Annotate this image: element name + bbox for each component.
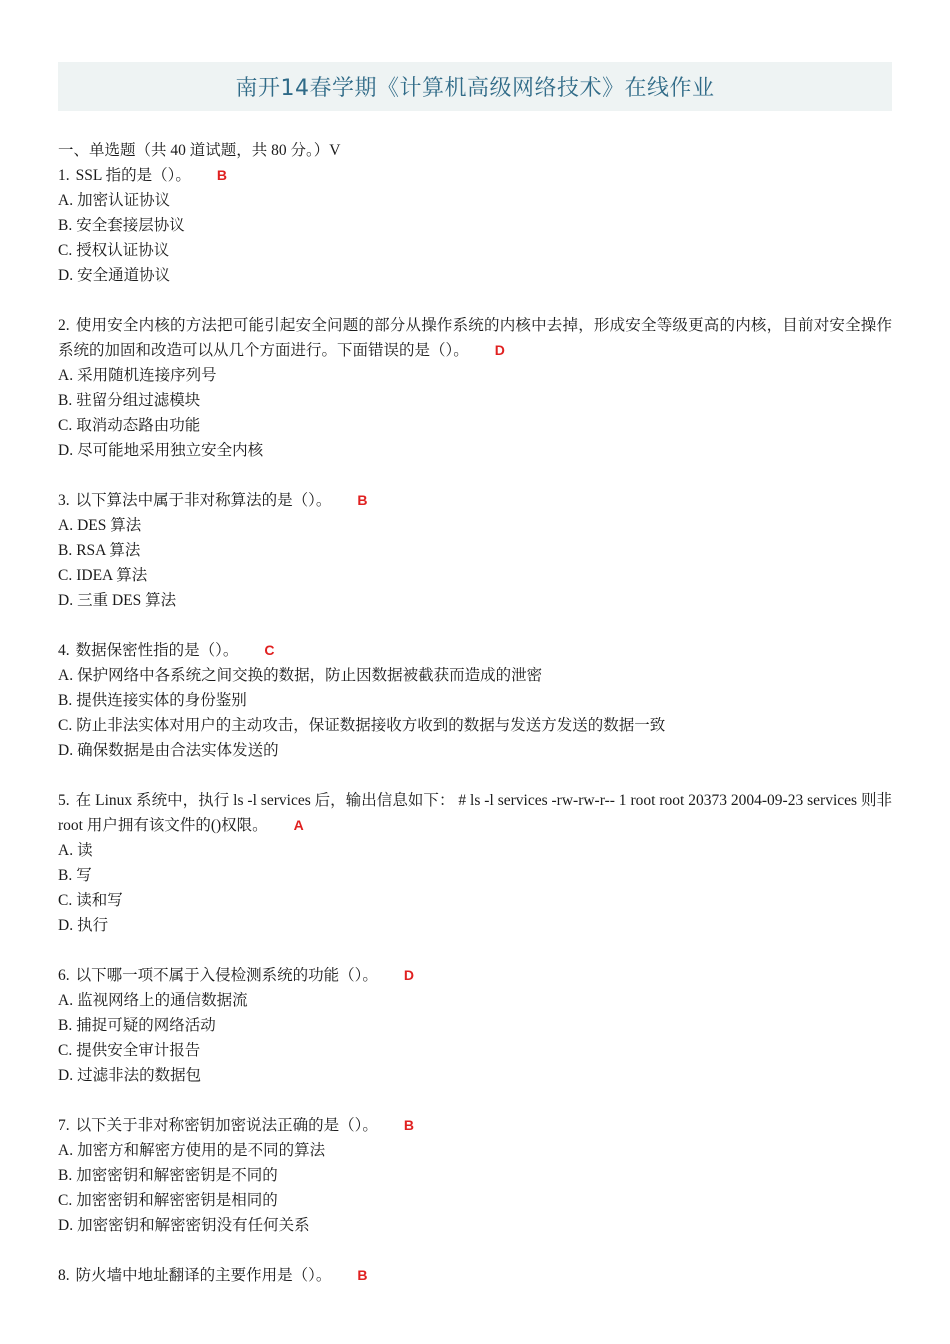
answer-option (58, 588, 892, 613)
question-text: 数据保密性指的是（）。 (75, 642, 239, 659)
option-text: 防止非法实体对用户的主动攻击，保证数据接收方收到的数据与发送方发送的数据一致 (76, 717, 666, 734)
answer-option (58, 1013, 892, 1038)
option-letter: B. (58, 392, 73, 409)
option-letter: B. (58, 1017, 73, 1034)
question-item (58, 963, 892, 1088)
option-text: IDEA 算法 (76, 567, 148, 584)
option-text: 提供连接实体的身份鉴别 (76, 692, 247, 709)
option-letter: D. (58, 592, 74, 609)
question-stem (58, 1113, 892, 1138)
question-stem (58, 1263, 892, 1288)
answer-key: C (264, 642, 275, 658)
option-text: 加密密钥和解密密钥是不同的 (76, 1167, 278, 1184)
question-number: 6. (58, 967, 70, 984)
option-letter: C. (58, 567, 73, 584)
option-text: DES 算法 (77, 517, 142, 534)
option-text: 加密认证协议 (77, 192, 171, 209)
option-letter: A. (58, 367, 74, 384)
option-text: 安全通道协议 (77, 267, 171, 284)
answer-option (58, 863, 892, 888)
option-letter: D. (58, 742, 74, 759)
answer-key: D (403, 967, 415, 983)
option-letter: A. (58, 842, 74, 859)
question-number: 7. (58, 1117, 70, 1134)
answer-option (58, 1163, 892, 1188)
option-text: 采用随机连接序列号 (77, 367, 217, 384)
option-text: 读和写 (76, 892, 123, 909)
option-text: 执行 (77, 917, 109, 934)
option-text: 确保数据是由合法实体发送的 (77, 742, 279, 759)
question-item (58, 638, 892, 763)
option-text: 过滤非法的数据包 (77, 1067, 202, 1084)
answer-option (58, 738, 892, 763)
question-item (58, 163, 892, 288)
option-text: 加密方和解密方使用的是不同的算法 (77, 1142, 326, 1159)
option-letter: B. (58, 1167, 73, 1184)
option-letter: B. (58, 217, 73, 234)
option-letter: A. (58, 517, 74, 534)
option-letter: C. (58, 892, 73, 909)
option-text: 保护网络中各系统之间交换的数据，防止因数据被截获而造成的泄密 (77, 667, 543, 684)
option-letter: B. (58, 542, 73, 559)
answer-option (58, 1138, 892, 1163)
answer-option (58, 1038, 892, 1063)
question-stem (58, 788, 892, 838)
option-letter: A. (58, 667, 74, 684)
option-text: 写 (76, 867, 92, 884)
section-heading: 一、单选题（共 40 道试题，共 80 分。）V (58, 142, 341, 159)
option-text: 监视网络上的通信数据流 (77, 992, 248, 1009)
answer-option (58, 1188, 892, 1213)
answer-key: D (494, 342, 505, 358)
option-text: 加密密钥和解密密钥没有任何关系 (77, 1217, 310, 1234)
option-text: RSA 算法 (76, 542, 141, 559)
question-item (58, 788, 892, 938)
answer-key: B (216, 167, 228, 183)
option-letter: C. (58, 1192, 73, 1209)
question-text: 在 Linux 系统中，执行 ls -l services 后，输出信息如下： # ls -l services -rw-rw-r-- 1 root root 20373 2004-09-23 services 则非 root 用户拥有该文件的()权限。 (58, 792, 892, 834)
question-text: 使用安全内核的方法把可能引起安全问题的部分从操作系统的内核中去掉，形成安全等级更高的内核，目前对安全操作系统的加固和改造可以从几个方面进行。下面错误的是（）。 (58, 317, 892, 359)
option-letter: D. (58, 442, 74, 459)
answer-option (58, 388, 892, 413)
answer-option (58, 688, 892, 713)
answer-option (58, 1213, 892, 1238)
answer-option (58, 188, 892, 213)
option-letter: D. (58, 1217, 74, 1234)
option-text: 三重 DES 算法 (77, 592, 177, 609)
question-text: 防火墙中地址翻译的主要作用是（）。 (75, 1267, 332, 1284)
question-text: 以下算法中属于非对称算法的是（）。 (75, 492, 332, 509)
option-letter: D. (58, 917, 74, 934)
option-letter: A. (58, 192, 74, 209)
option-letter: B. (58, 867, 73, 884)
question-stem (58, 163, 892, 188)
option-text: 尽可能地采用独立安全内核 (77, 442, 264, 459)
option-letter: C. (58, 417, 73, 434)
option-text: 提供安全审计报告 (76, 1042, 201, 1059)
answer-option (58, 838, 892, 863)
option-text: 捕捉可疑的网络活动 (76, 1017, 216, 1034)
answer-key: B (357, 1267, 368, 1283)
answer-option (58, 413, 892, 438)
answer-option (58, 538, 892, 563)
answer-option (58, 563, 892, 588)
answer-option (58, 213, 892, 238)
question-stem (58, 313, 892, 363)
question-item (58, 1113, 892, 1238)
option-letter: D. (58, 1067, 74, 1084)
option-text: 加密密钥和解密密钥是相同的 (76, 1192, 278, 1209)
question-number: 5. (58, 792, 70, 809)
option-letter: D. (58, 267, 74, 284)
question-text: 以下哪一项不属于入侵检测系统的功能（）。 (75, 967, 378, 984)
option-letter: C. (58, 242, 73, 259)
answer-option (58, 263, 892, 288)
question-list (58, 163, 892, 1288)
question-item (58, 313, 892, 463)
question-number: 8. (58, 1267, 70, 1284)
option-letter: A. (58, 992, 74, 1009)
question-text: SSL 指的是（）。 (75, 167, 191, 184)
answer-option (58, 363, 892, 388)
answer-key: B (357, 492, 368, 508)
answer-option (58, 663, 892, 688)
answer-key: B (403, 1117, 415, 1133)
question-number: 1. (58, 167, 70, 184)
answer-option (58, 713, 892, 738)
option-letter: C. (58, 1042, 73, 1059)
answer-option (58, 438, 892, 463)
question-text: 以下关于非对称密钥加密说法正确的是（）。 (75, 1117, 378, 1134)
answer-option (58, 238, 892, 263)
question-item (58, 1263, 892, 1288)
question-number: 3. (58, 492, 70, 509)
answer-option (58, 913, 892, 938)
answer-option (58, 988, 892, 1013)
question-number: 4. (58, 642, 70, 659)
option-text: 驻留分组过滤模块 (76, 392, 201, 409)
option-letter: A. (58, 1142, 74, 1159)
answer-option (58, 513, 892, 538)
question-item (58, 488, 892, 613)
option-text: 安全套接层协议 (76, 217, 185, 234)
question-number: 2. (58, 317, 70, 334)
question-stem (58, 963, 892, 988)
answer-option (58, 888, 892, 913)
question-stem (58, 488, 892, 513)
page-title: 南开14春学期《计算机高级网络技术》在线作业 (235, 76, 715, 101)
document-page (58, 62, 892, 1313)
option-letter: C. (58, 717, 73, 734)
option-text: 取消动态路由功能 (76, 417, 201, 434)
option-text: 授权认证协议 (76, 242, 170, 259)
document-body (58, 138, 892, 1288)
option-text: 读 (77, 842, 93, 859)
title-banner (58, 62, 892, 111)
option-letter: B. (58, 692, 73, 709)
question-stem (58, 638, 892, 663)
answer-option (58, 1063, 892, 1088)
answer-key: A (293, 817, 304, 833)
